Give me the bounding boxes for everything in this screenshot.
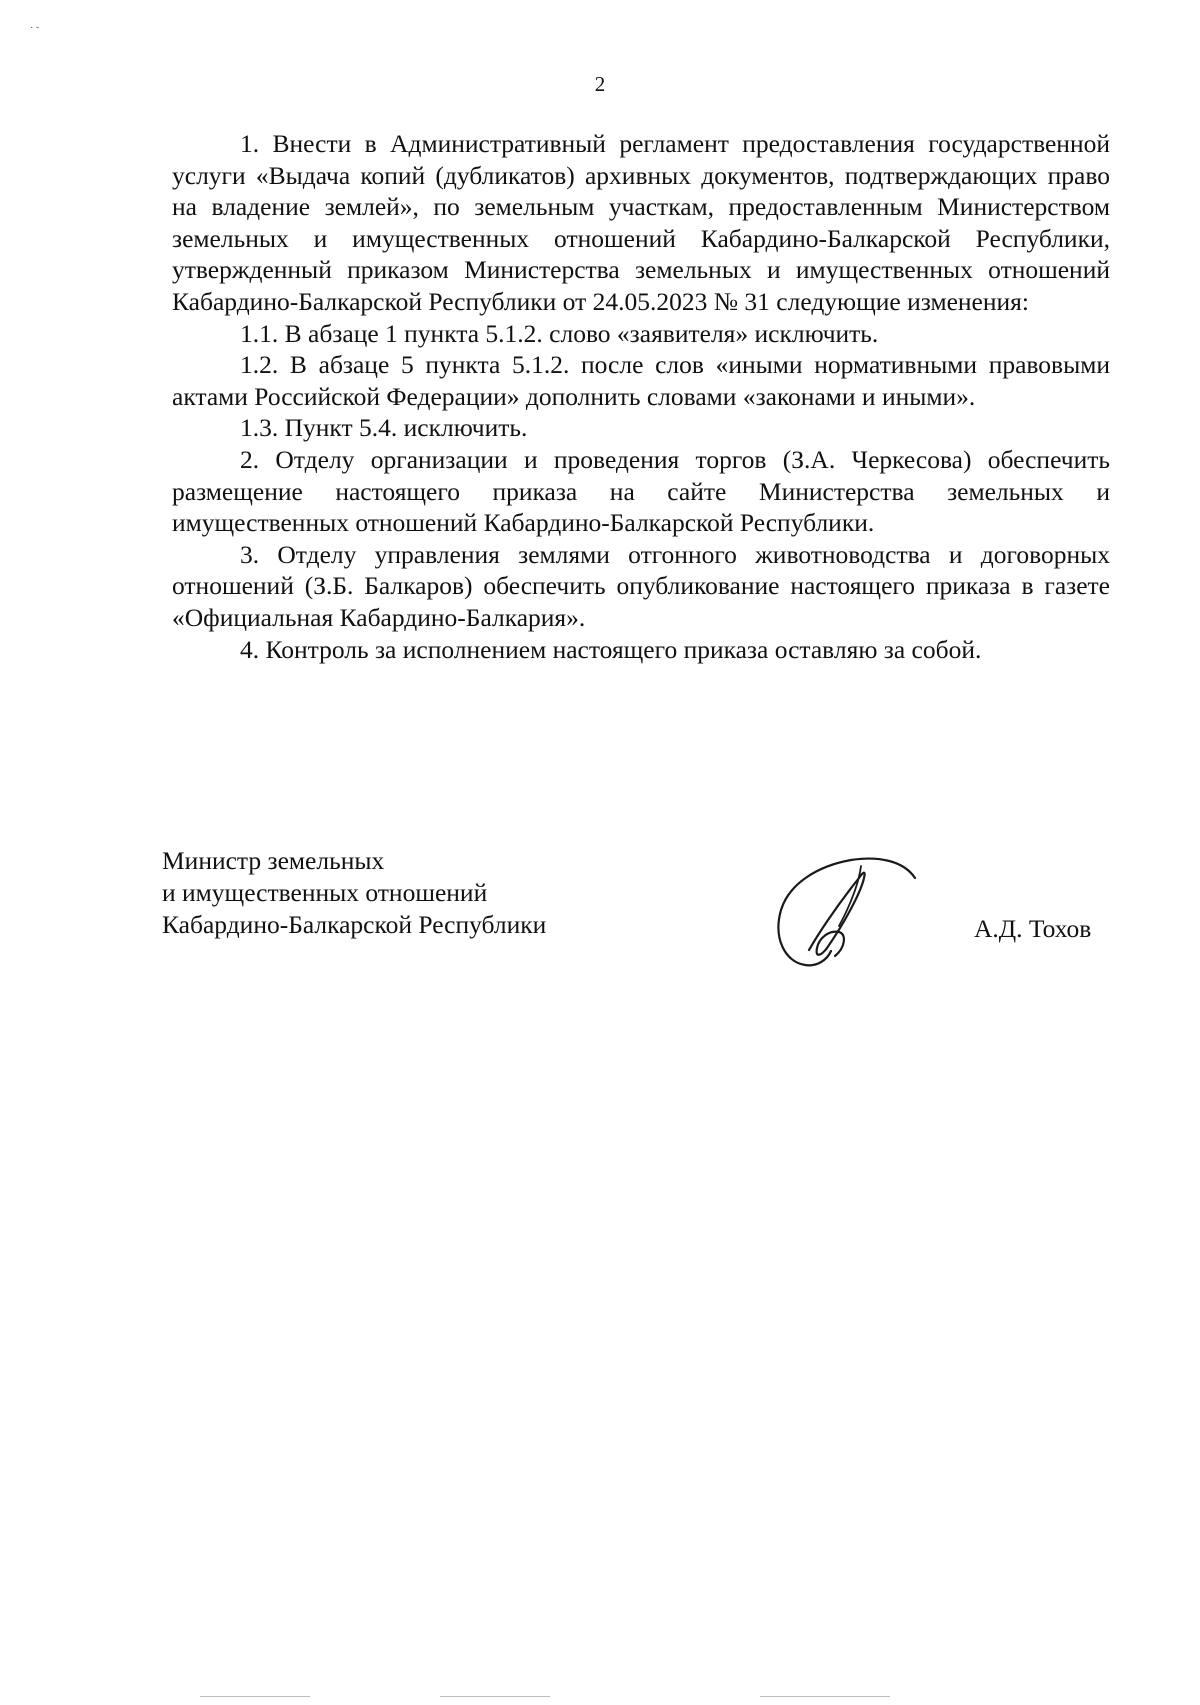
scan-corner-marks: ˙ ˘ bbox=[30, 26, 40, 37]
signatory-position-line-2: и имущественных отношений bbox=[162, 878, 488, 907]
paragraph-4: 4. Контроль за исполнением настоящего приказа оставляю за собой. bbox=[240, 634, 982, 664]
paragraph-1: 1. Внести в Административный регламент предоставления государственной услуги «Выдача копий (дубликатов) архивных документов, подтверждающих право на владение землей», по земельным участкам, предоставленным Министерством земельных и имущественных отношений Кабардино-Балкарской Республики, утвержденный приказом Министерства земельных и имущественных отношений Кабардино-Балкарской Республики от 24.05.2023 № 31 следующие изменения: bbox=[172, 129, 1110, 316]
signatory-position-line-3: Кабардино-Балкарской Республики bbox=[162, 910, 547, 939]
signatory-position-line-1: Министр земельных bbox=[162, 846, 385, 875]
document-body bbox=[172, 128, 1110, 665]
paragraph-3: 3. Отделу управления землями отгонного животноводства и договорных отношений (З.Б. Балкаров) обеспечить опубликование настоящего приказа в газете «Официальная Кабардино-Балкария». bbox=[172, 539, 1110, 632]
scan-edge-line bbox=[760, 1696, 890, 1697]
handwritten-signature bbox=[765, 852, 935, 977]
scan-edge-line bbox=[200, 1696, 310, 1697]
page-number: 2 bbox=[594, 72, 606, 96]
signatory-position bbox=[162, 845, 546, 941]
scan-edge-line bbox=[440, 1696, 550, 1697]
paragraph-1-3: 1.3. Пункт 5.4. исключить. bbox=[240, 413, 528, 443]
paragraph-2: 2. Отделу организации и проведения торгов (З.А. Черкесова) обеспечить размещение настоящего приказа на сайте Министерства земельных и имущественных отношений Кабардино-Балкарской Республики. bbox=[172, 444, 1110, 538]
signatory-name: А.Д. Тохов bbox=[974, 914, 1092, 943]
paragraph-1-2: 1.2. В абзаце 5 пункта 5.1.2. после слов «иными нормативными правовыми актами Российской Федерации» дополнить словами «законами и иными». bbox=[172, 350, 1110, 411]
paragraph-1-1: 1.1. В абзаце 1 пункта 5.1.2. слово «заявителя» исключить. bbox=[240, 318, 879, 348]
